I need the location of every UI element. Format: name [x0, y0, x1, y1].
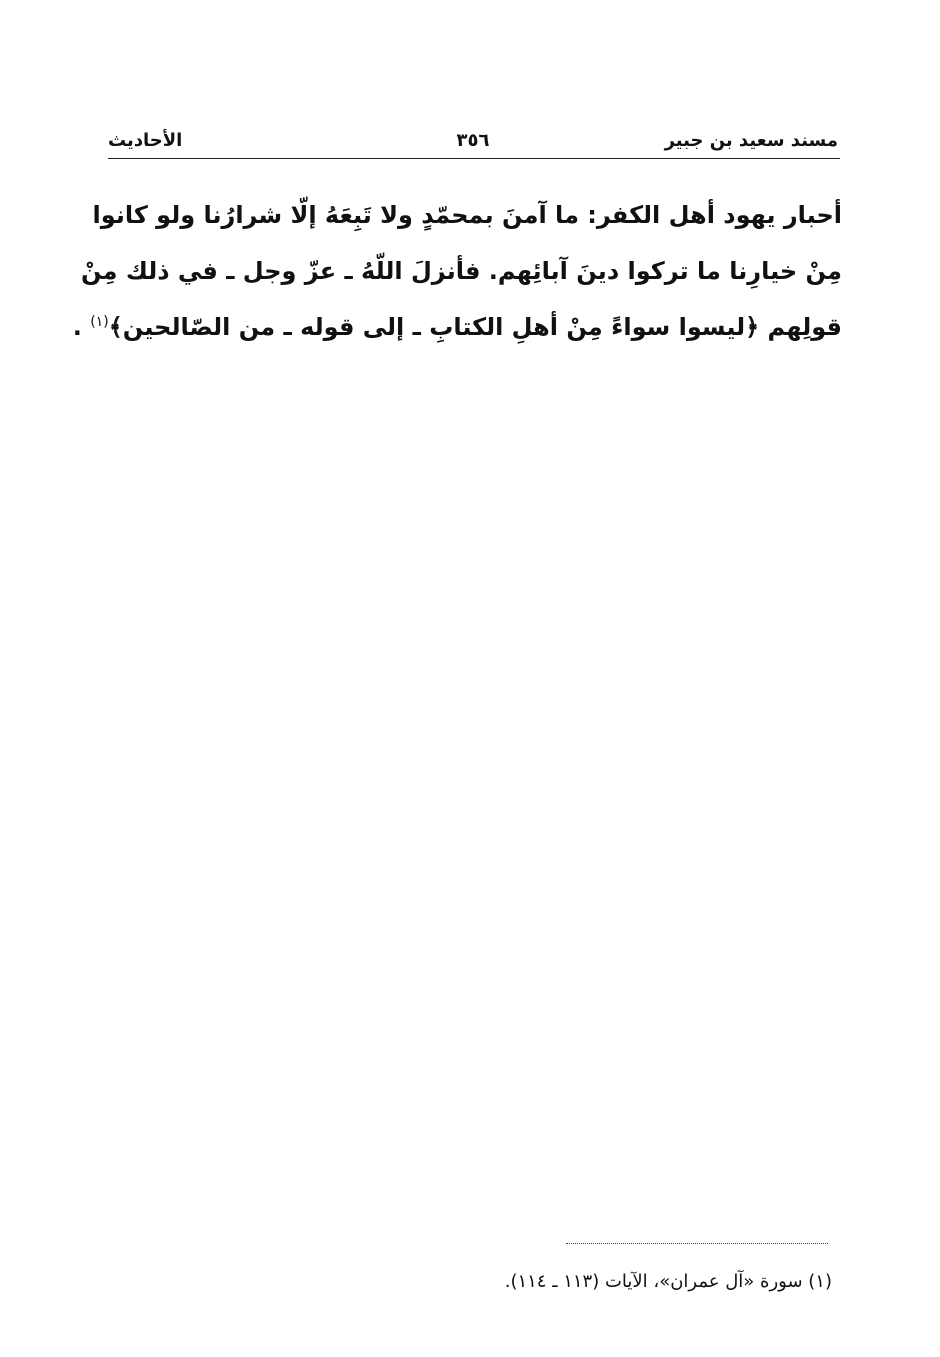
text-line-last	[72, 299, 842, 355]
footnote-reference: (١)	[90, 314, 109, 330]
text-line-content: قولِهم ﴿ليسوا سواءً مِنْ أهلِ الكتابِ ـ إلى قوله ـ من الصّالحين﴾	[108, 313, 842, 341]
footnote-divider	[566, 1243, 828, 1244]
text-line: أحبار يهود أهل الكفر: ما آمنَ بمحمّدٍ ولا تَبِعَهُ إلّا شرارُنا ولو كانوا	[92, 201, 842, 229]
page-number: ٣٥٦	[456, 130, 490, 151]
footnote: (١) سورة «آل عمران»، الآيات (١١٣ ـ ١١٤).	[504, 1271, 832, 1292]
sentence-end: .	[72, 313, 82, 341]
page-header	[108, 126, 838, 156]
book-title: مسند سعيد بن جبير	[664, 130, 838, 151]
text-line: مِنْ خيارِنا ما تركوا دينَ آبائِهم. فأنزلَ اللّهُ ـ عزّ وجل ـ في ذلك مِنْ	[81, 257, 842, 285]
header-divider	[108, 158, 840, 159]
main-text	[72, 187, 842, 355]
section-title: الأحاديث	[108, 130, 183, 151]
